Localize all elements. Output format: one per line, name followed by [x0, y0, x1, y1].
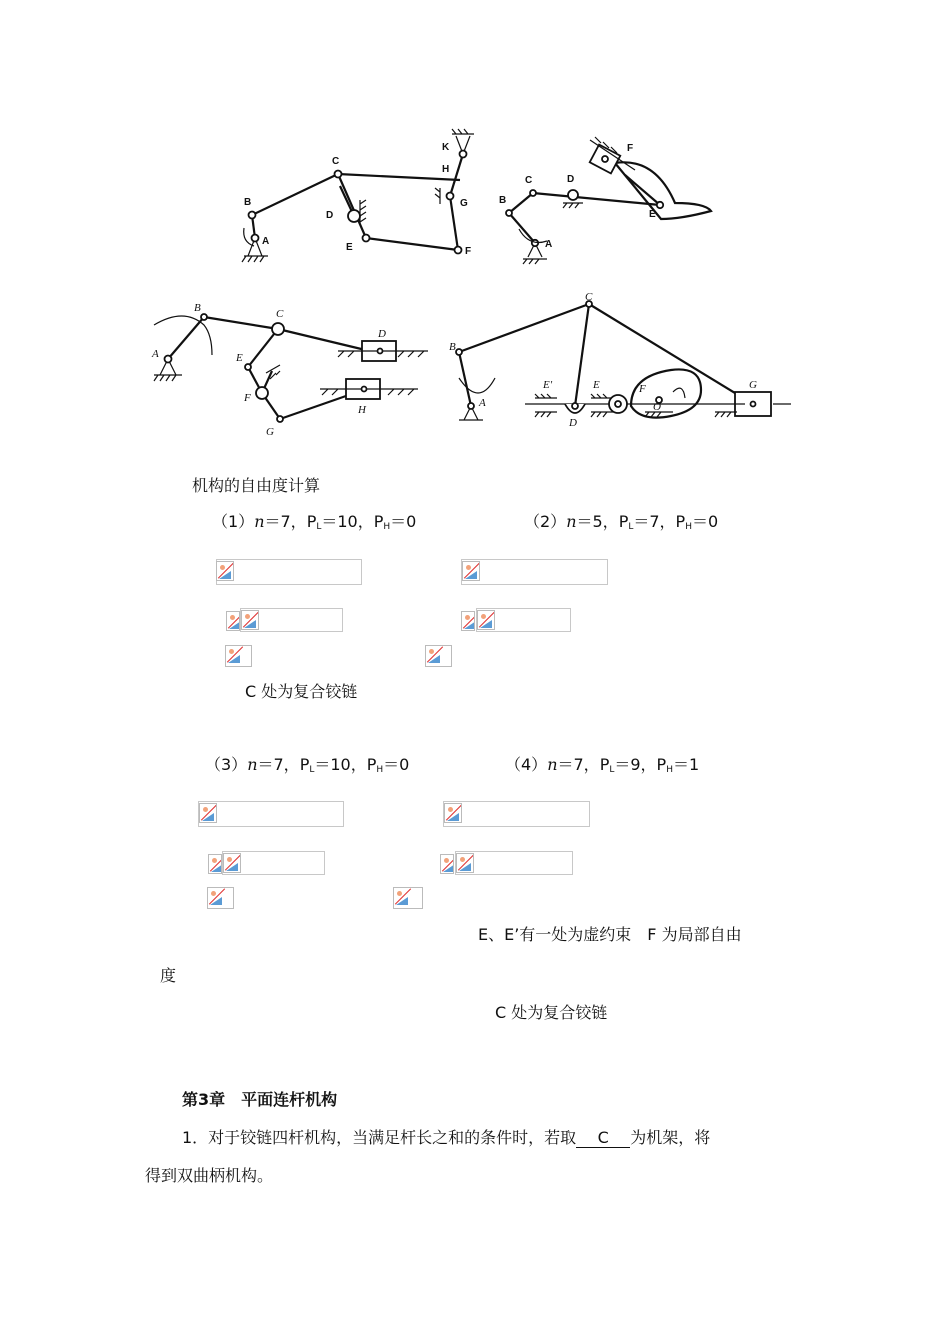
broken-image-icon	[393, 887, 423, 909]
fig4-label-c: C	[585, 291, 593, 303]
fig1-label-a: A	[262, 236, 270, 247]
fig4-label-e: E	[593, 379, 600, 391]
question-1-line-1: 1．对于铰链四杆机构，当满足杆长之和的条件时，若取 C 为机架，将	[182, 1128, 711, 1147]
fig3-label-a: A	[152, 348, 159, 360]
mechanism-figure-3	[148, 295, 438, 445]
question-1-line-2: 得到双曲柄机构。	[145, 1166, 274, 1185]
fig1-label-c: C	[332, 156, 340, 167]
note-redundant-constraint-cont: 度	[160, 966, 177, 985]
broken-image-icon	[477, 610, 495, 630]
fig2-label-d: D	[567, 174, 575, 185]
fig3-label-c: C	[276, 308, 284, 320]
problem-3-header: （3）n＝7，$P_L=10$，$P_H=0$	[205, 755, 410, 775]
formula-image-4a	[443, 801, 590, 827]
fig2-label-c: C	[525, 175, 533, 186]
formula-image-3a	[198, 801, 344, 827]
fig4-label-o: O	[653, 401, 661, 413]
fig4-label-f: F	[639, 383, 646, 395]
fig2-label-f: F	[627, 143, 634, 154]
fig3-label-d: D	[378, 328, 386, 340]
mechanism-figure-2	[495, 135, 715, 265]
broken-image-icon	[444, 803, 462, 823]
note-compound-hinge-2: C 处为复合铰链	[495, 1003, 608, 1022]
fig2-label-b: B	[499, 195, 507, 206]
broken-image-icon	[456, 853, 474, 873]
fig3-label-g: G	[266, 426, 274, 438]
broken-image-icon	[199, 803, 217, 823]
broken-image-icon	[223, 853, 241, 873]
chapter-title: 第3章 平面连杆机构	[182, 1090, 338, 1109]
fig1-label-g: G	[460, 198, 468, 209]
mechanism-figure-4	[445, 288, 795, 433]
note-redundant-constraint: E、E’有一处为虚约束 F 为局部自由	[478, 925, 742, 944]
formula-image-2a	[461, 559, 608, 585]
fig4-label-g: G	[749, 379, 757, 391]
section-title: 机构的自由度计算	[192, 476, 321, 495]
broken-image-icon	[461, 611, 475, 631]
answer-blank: C	[576, 1129, 630, 1148]
problem-1-header: （1）n＝7，$P_L=10$，$P_H=0$	[212, 512, 417, 532]
broken-image-icon	[226, 611, 240, 631]
fig1-label-k: K	[442, 142, 450, 153]
fig1-label-h: H	[442, 164, 450, 175]
broken-image-icon	[216, 561, 234, 581]
note-compound-hinge-1: C 处为复合铰链	[245, 682, 358, 701]
broken-image-icon	[241, 610, 259, 630]
fig3-label-h: H	[358, 404, 366, 416]
mechanism-figure-1	[230, 128, 490, 268]
fig2-label-e: E	[649, 209, 656, 220]
fig4-label-b: B	[449, 341, 456, 353]
fig4-label-e-prime: E′	[543, 379, 553, 391]
fig4-label-d: D	[569, 417, 577, 429]
problem-2-header: （2）n＝5，$P_L=7$，$P_H=0$	[524, 512, 719, 532]
fig1-label-f: F	[465, 246, 472, 257]
fig3-label-e: E	[236, 352, 243, 364]
problem-4-header: （4）n＝7，$P_L=9$，$P_H=1$	[505, 755, 700, 775]
broken-image-icon	[208, 854, 222, 874]
fig3-label-f: F	[244, 392, 251, 404]
formula-image-1a	[216, 559, 362, 585]
broken-image-icon	[462, 561, 480, 581]
fig1-label-d: D	[326, 210, 334, 221]
fig2-label-a: A	[545, 239, 553, 250]
broken-image-icon	[225, 645, 252, 667]
fig1-label-e: E	[346, 242, 353, 253]
fig3-label-b: B	[194, 302, 201, 314]
broken-image-icon	[207, 887, 234, 909]
broken-image-icon	[440, 854, 454, 874]
fig1-label-b: B	[244, 197, 252, 208]
fig4-label-a: A	[479, 397, 486, 409]
broken-image-icon	[425, 645, 452, 667]
